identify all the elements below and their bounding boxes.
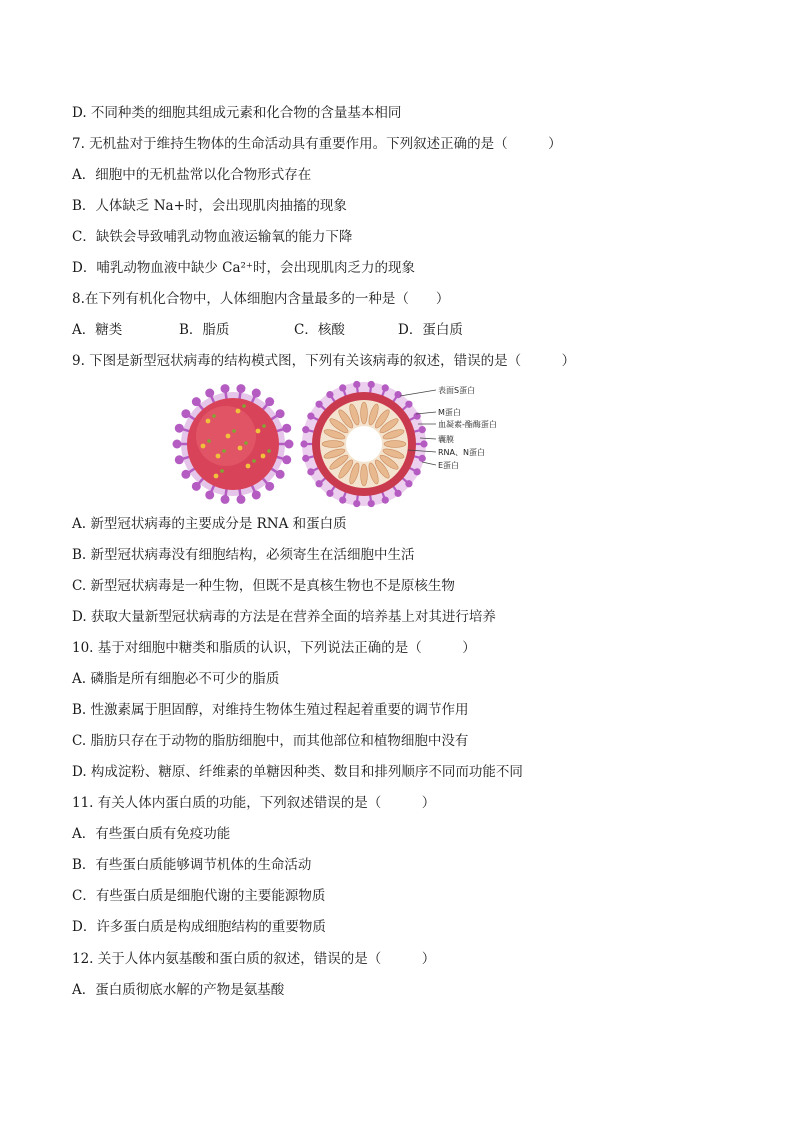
spike-head: [339, 384, 346, 391]
surface-dot: [236, 409, 241, 414]
spike-head: [405, 480, 412, 487]
virus-structure-figure: [168, 376, 528, 512]
q6-option-d: D. 不同种类的细胞其组成元素和化合物的含量基本相同: [72, 105, 402, 121]
spike-head: [175, 455, 184, 464]
spike-head: [265, 397, 274, 406]
spike-head: [307, 468, 314, 475]
spike-head: [285, 440, 294, 449]
spike-head: [315, 480, 322, 487]
spike-head: [276, 409, 285, 418]
label-rna-n-protein: RNA、N蛋白: [438, 448, 485, 457]
label-m-protein: M蛋白: [438, 408, 461, 417]
spike-head: [307, 413, 314, 420]
spike-head: [420, 440, 427, 447]
spike-head: [382, 497, 389, 504]
q12-option-a: A．蛋白质彻底水解的产物是氨基酸: [72, 982, 285, 998]
q8-option-a: A．糖类: [72, 322, 123, 338]
spike-head: [326, 391, 333, 398]
spike-head: [368, 381, 375, 388]
spike-head: [302, 455, 309, 462]
spike-head: [302, 426, 309, 433]
q8-option-c: C．核酸: [294, 322, 345, 338]
spike-head: [252, 389, 261, 398]
surface-dot: [214, 474, 219, 479]
spike-head: [353, 500, 360, 507]
q8-option-b: B．脂质: [179, 322, 230, 338]
q10-option-b: B. 性激素属于胆固醇，对维持生物体生殖过程起着重要的调节作用: [72, 702, 469, 718]
label-he-protein: 血凝素-酯酶蛋白: [438, 420, 497, 429]
q11-option-d: D．许多蛋白质是构成细胞结构的重要物质: [72, 919, 326, 935]
q9-option-b: B. 新型冠状病毒没有细胞结构，必须寄生在活细胞中生活: [72, 547, 415, 563]
q9-stem: 9. 下图是新型冠状病毒的结构模式图，下列有关该病毒的叙述，错误的是（ ）: [72, 353, 576, 369]
spike-head: [315, 401, 322, 408]
rna-segment: [361, 464, 368, 486]
spike-head: [394, 391, 401, 398]
surface-dot: [232, 429, 236, 433]
spike-head: [181, 470, 190, 479]
surface-dot: [244, 441, 248, 445]
spike-head: [173, 440, 182, 449]
surface-dot: [256, 429, 261, 434]
surface-dot: [220, 469, 224, 473]
q10-stem: 10. 基于对细胞中糖类和脂质的认识，下列说法正确的是（ ）: [72, 640, 476, 656]
surface-dot: [242, 404, 246, 408]
spike-head: [205, 490, 214, 499]
spike-head: [236, 384, 245, 393]
q11-option-a: A．有些蛋白质有免疫功能: [72, 826, 231, 842]
spike-head: [252, 490, 261, 499]
spike-head: [353, 381, 360, 388]
surface-dot: [206, 419, 211, 424]
q9-option-d: D. 获取大量新型冠状病毒的方法是在营养全面的培养基上对其进行培养: [72, 609, 496, 625]
spike-head: [414, 468, 421, 475]
spike-head: [276, 470, 285, 479]
spike-head: [339, 497, 346, 504]
surface-dot: [262, 424, 266, 428]
q8-stem: 8.在下列有机化合物中，人体细胞内含量最多的一种是（ ）: [72, 291, 450, 307]
rna-segment: [384, 441, 406, 448]
q10-option-d: D. 构成淀粉、糖原、纤维素的单糖因种类、数目和排列顺序不同而功能不同: [72, 764, 523, 780]
q7-option-d: D．哺乳动物血液中缺少 Ca²⁺时，会出现肌肉乏力的现象: [72, 260, 416, 276]
label-s-protein: 表面S蛋白: [438, 386, 476, 395]
spike-head: [205, 389, 214, 398]
virus-external-view: [173, 384, 294, 504]
surface-dot: [226, 434, 231, 439]
surface-dot: [222, 449, 226, 453]
q10-option-a: A. 磷脂是所有细胞必不可少的脂质: [72, 671, 280, 687]
q9-option-a: A. 新型冠状病毒的主要成分是 RNA 和蛋白质: [72, 516, 347, 532]
surface-dot: [252, 459, 256, 463]
spike-head: [221, 384, 230, 393]
q7-stem: 7. 无机盐对于维持生物体的生命活动具有重要作用。下列叙述正确的是（ ）: [72, 136, 562, 152]
rna-segment: [322, 441, 344, 448]
spike-head: [175, 424, 184, 433]
q7-option-a: A．细胞中的无机盐常以化合物形式存在: [72, 167, 312, 183]
virus-diagram: [168, 376, 528, 512]
surface-dot: [216, 454, 221, 459]
spike-head: [265, 482, 274, 491]
q8-option-d: D．蛋白质: [398, 322, 463, 338]
label-e-protein: E蛋白: [438, 461, 460, 470]
q10-option-c: C. 脂肪只存在于动物的脂肪细胞中，而其他部位和植物细胞中没有: [72, 733, 469, 749]
q11-option-b: B．有些蛋白质能够调节机体的生命活动: [72, 857, 312, 873]
surface-dot: [201, 444, 206, 449]
spike-head: [236, 495, 245, 504]
spike-head: [282, 455, 291, 464]
spike-head: [382, 384, 389, 391]
virus-cross-section: [300, 381, 427, 507]
spike-head: [419, 455, 426, 462]
spike-head: [221, 495, 230, 504]
q11-stem: 11. 有关人体内蛋白质的功能，下列叙述错误的是（ ）: [72, 795, 436, 811]
surface-dot: [207, 439, 211, 443]
spike-head: [405, 401, 412, 408]
q9-option-c: C. 新型冠状病毒是一种生物，但既不是真核生物也不是原核生物: [72, 578, 455, 594]
spike-head: [181, 409, 190, 418]
q7-option-b: B．人体缺乏 Na+时，会出现肌肉抽搐的现象: [72, 198, 347, 214]
surface-dot: [261, 454, 266, 459]
rna-segment: [361, 402, 368, 424]
label-envelope: 囊膜: [438, 435, 454, 444]
spike-head: [394, 490, 401, 497]
q12-stem: 12. 关于人体内氨基酸和蛋白质的叙述，错误的是（ ）: [72, 951, 436, 967]
spike-head: [192, 482, 201, 491]
surface-dot: [212, 414, 216, 418]
spike-head: [300, 440, 307, 447]
spike-head: [326, 490, 333, 497]
spike-head: [192, 397, 201, 406]
spike-head: [419, 426, 426, 433]
q11-option-c: C．有些蛋白质是细胞代谢的主要能源物质: [72, 888, 326, 904]
q7-option-c: C．缺铁会导致哺乳动物血液运输氧的能力下降: [72, 229, 353, 245]
spike-head: [368, 500, 375, 507]
surface-dot: [267, 449, 271, 453]
spike-head: [282, 424, 291, 433]
surface-dot: [238, 446, 243, 451]
surface-dot: [246, 464, 251, 469]
